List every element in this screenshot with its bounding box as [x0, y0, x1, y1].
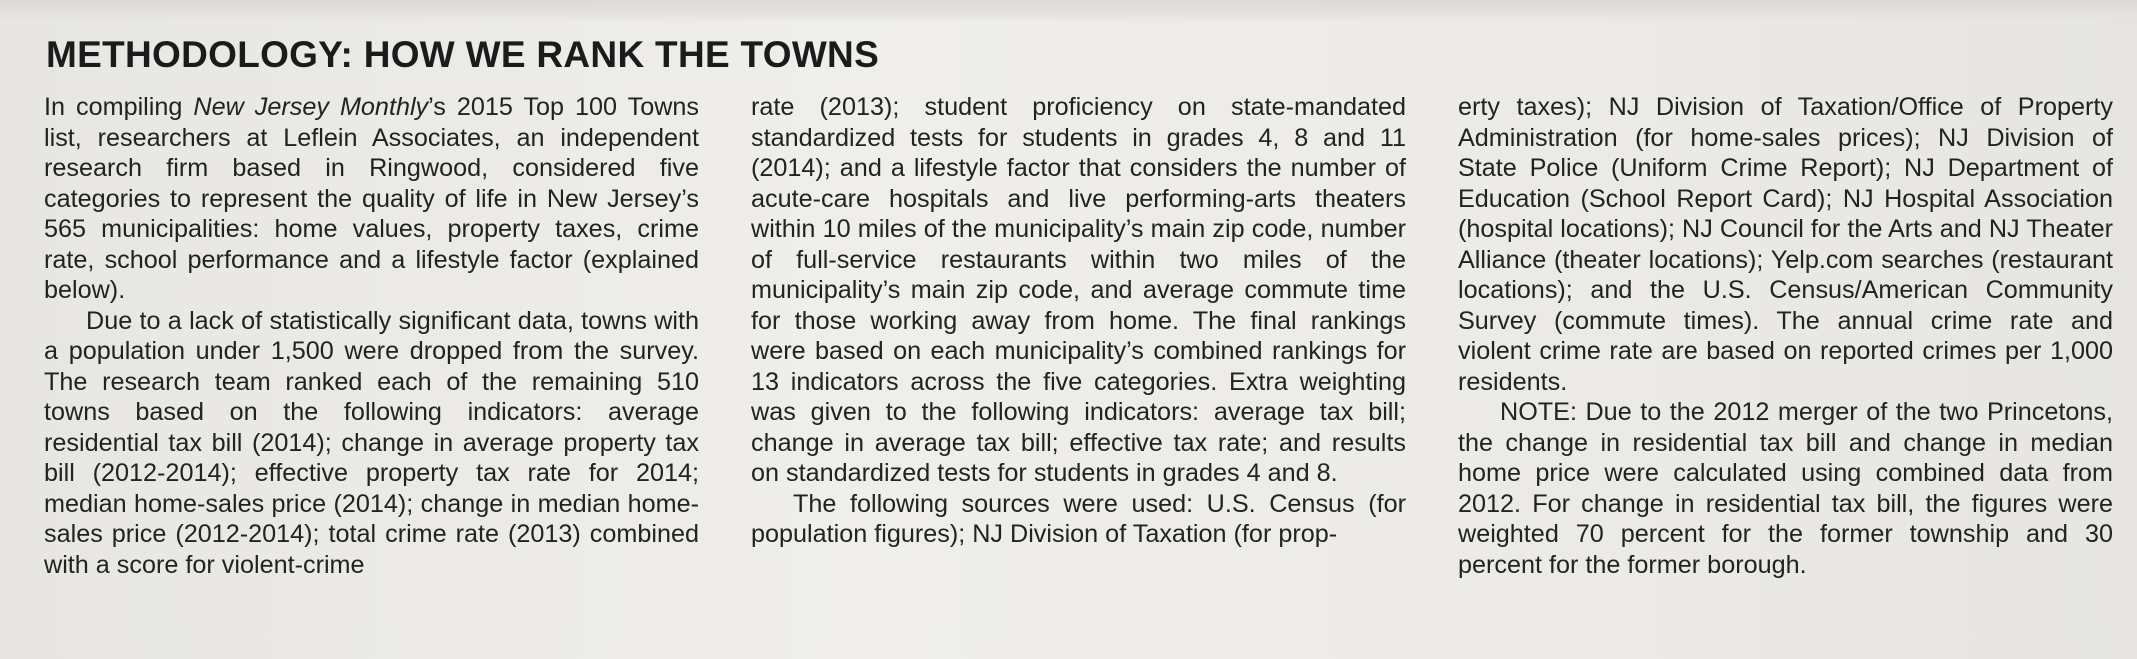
text-column-1 [44, 92, 699, 580]
paragraph-sources-cont: erty taxes); NJ Division of Taxation/Office of Property Administration (for home-sales prices); NJ Division of State Police (Uniform Crime Report); NJ Department of Education (School Report Card); NJ Hospital Association (hospital locations); NJ Council for the Arts and NJ Theater Alliance (theater locations); Yelp.com searches (restaurant locations); and the U.S. Census/American Community Survey (commute times). The annual crime rate and violent crime rate are based on reported crimes per 1,000 residents. [1458, 93, 2113, 396]
previous-page-bleed [0, 0, 2137, 22]
intro-lead: In compiling [44, 93, 194, 121]
paragraph-indicators-cont: rate (2013); student proficiency on state-mandated standardized tests for students in grades 4, 8 and 11 (2014); and a lifestyle factor that considers the number of acute-care hospitals and live performing-arts theaters within 10 miles of the municipality’s main zip code, number of full-service restaurants within two miles of the municipality’s main zip code, and average commute time for those working away from home. The final rankings were based on each municipality’s combined rankings for 13 indicators across the five categories. Extra weighting was given to the following indicators: average tax bill; change in average tax bill; effective tax rate; and results on standardized tests for students in grades 4 and 8. [751, 93, 1406, 487]
paragraph-note: NOTE: Due to the 2012 merger of the two Princetons, the change in residential tax bill and change in median home price were calculated using combined data from 2012. For change in residential tax bill, the figures were weighted 70 percent for the former township and 30 percent for the former borough. [1458, 398, 2113, 579]
text-column-3 [1458, 92, 2113, 580]
publication-name: New Jersey Monthly [193, 93, 429, 121]
paragraph-sources: The following sources were used: U.S. Census (for population figures); NJ Division of Taxation (for prop- [751, 489, 1406, 548]
paragraph-indicators: Due to a lack of statistically significant data, towns with a population under 1,500 were dropped from the survey. The research team ranked each of the remaining 510 towns based on the following indicators: average residential tax bill (2014); change in average property tax bill (2012-2014); effective property tax rate for 2014; median home-sales price (2014); change in median home-sales price (2012-2014); total crime rate (2013) combined with a score for violent-crime [44, 306, 699, 579]
paragraph-intro [44, 92, 699, 306]
article-heading: METHODOLOGY: HOW WE RANK THE TOWNS [46, 34, 880, 75]
text-column-2 [751, 92, 1406, 550]
intro-rest: ’s 2015 Top 100 Towns list, researchers at Leflein Associates, an independent research firm based in Ringwood, considered five categories to represent the quality of life in New Jersey’s 565 municipalities: home values, property taxes, crime rate, school performance and a lifestyle factor (explained below). [44, 93, 699, 304]
